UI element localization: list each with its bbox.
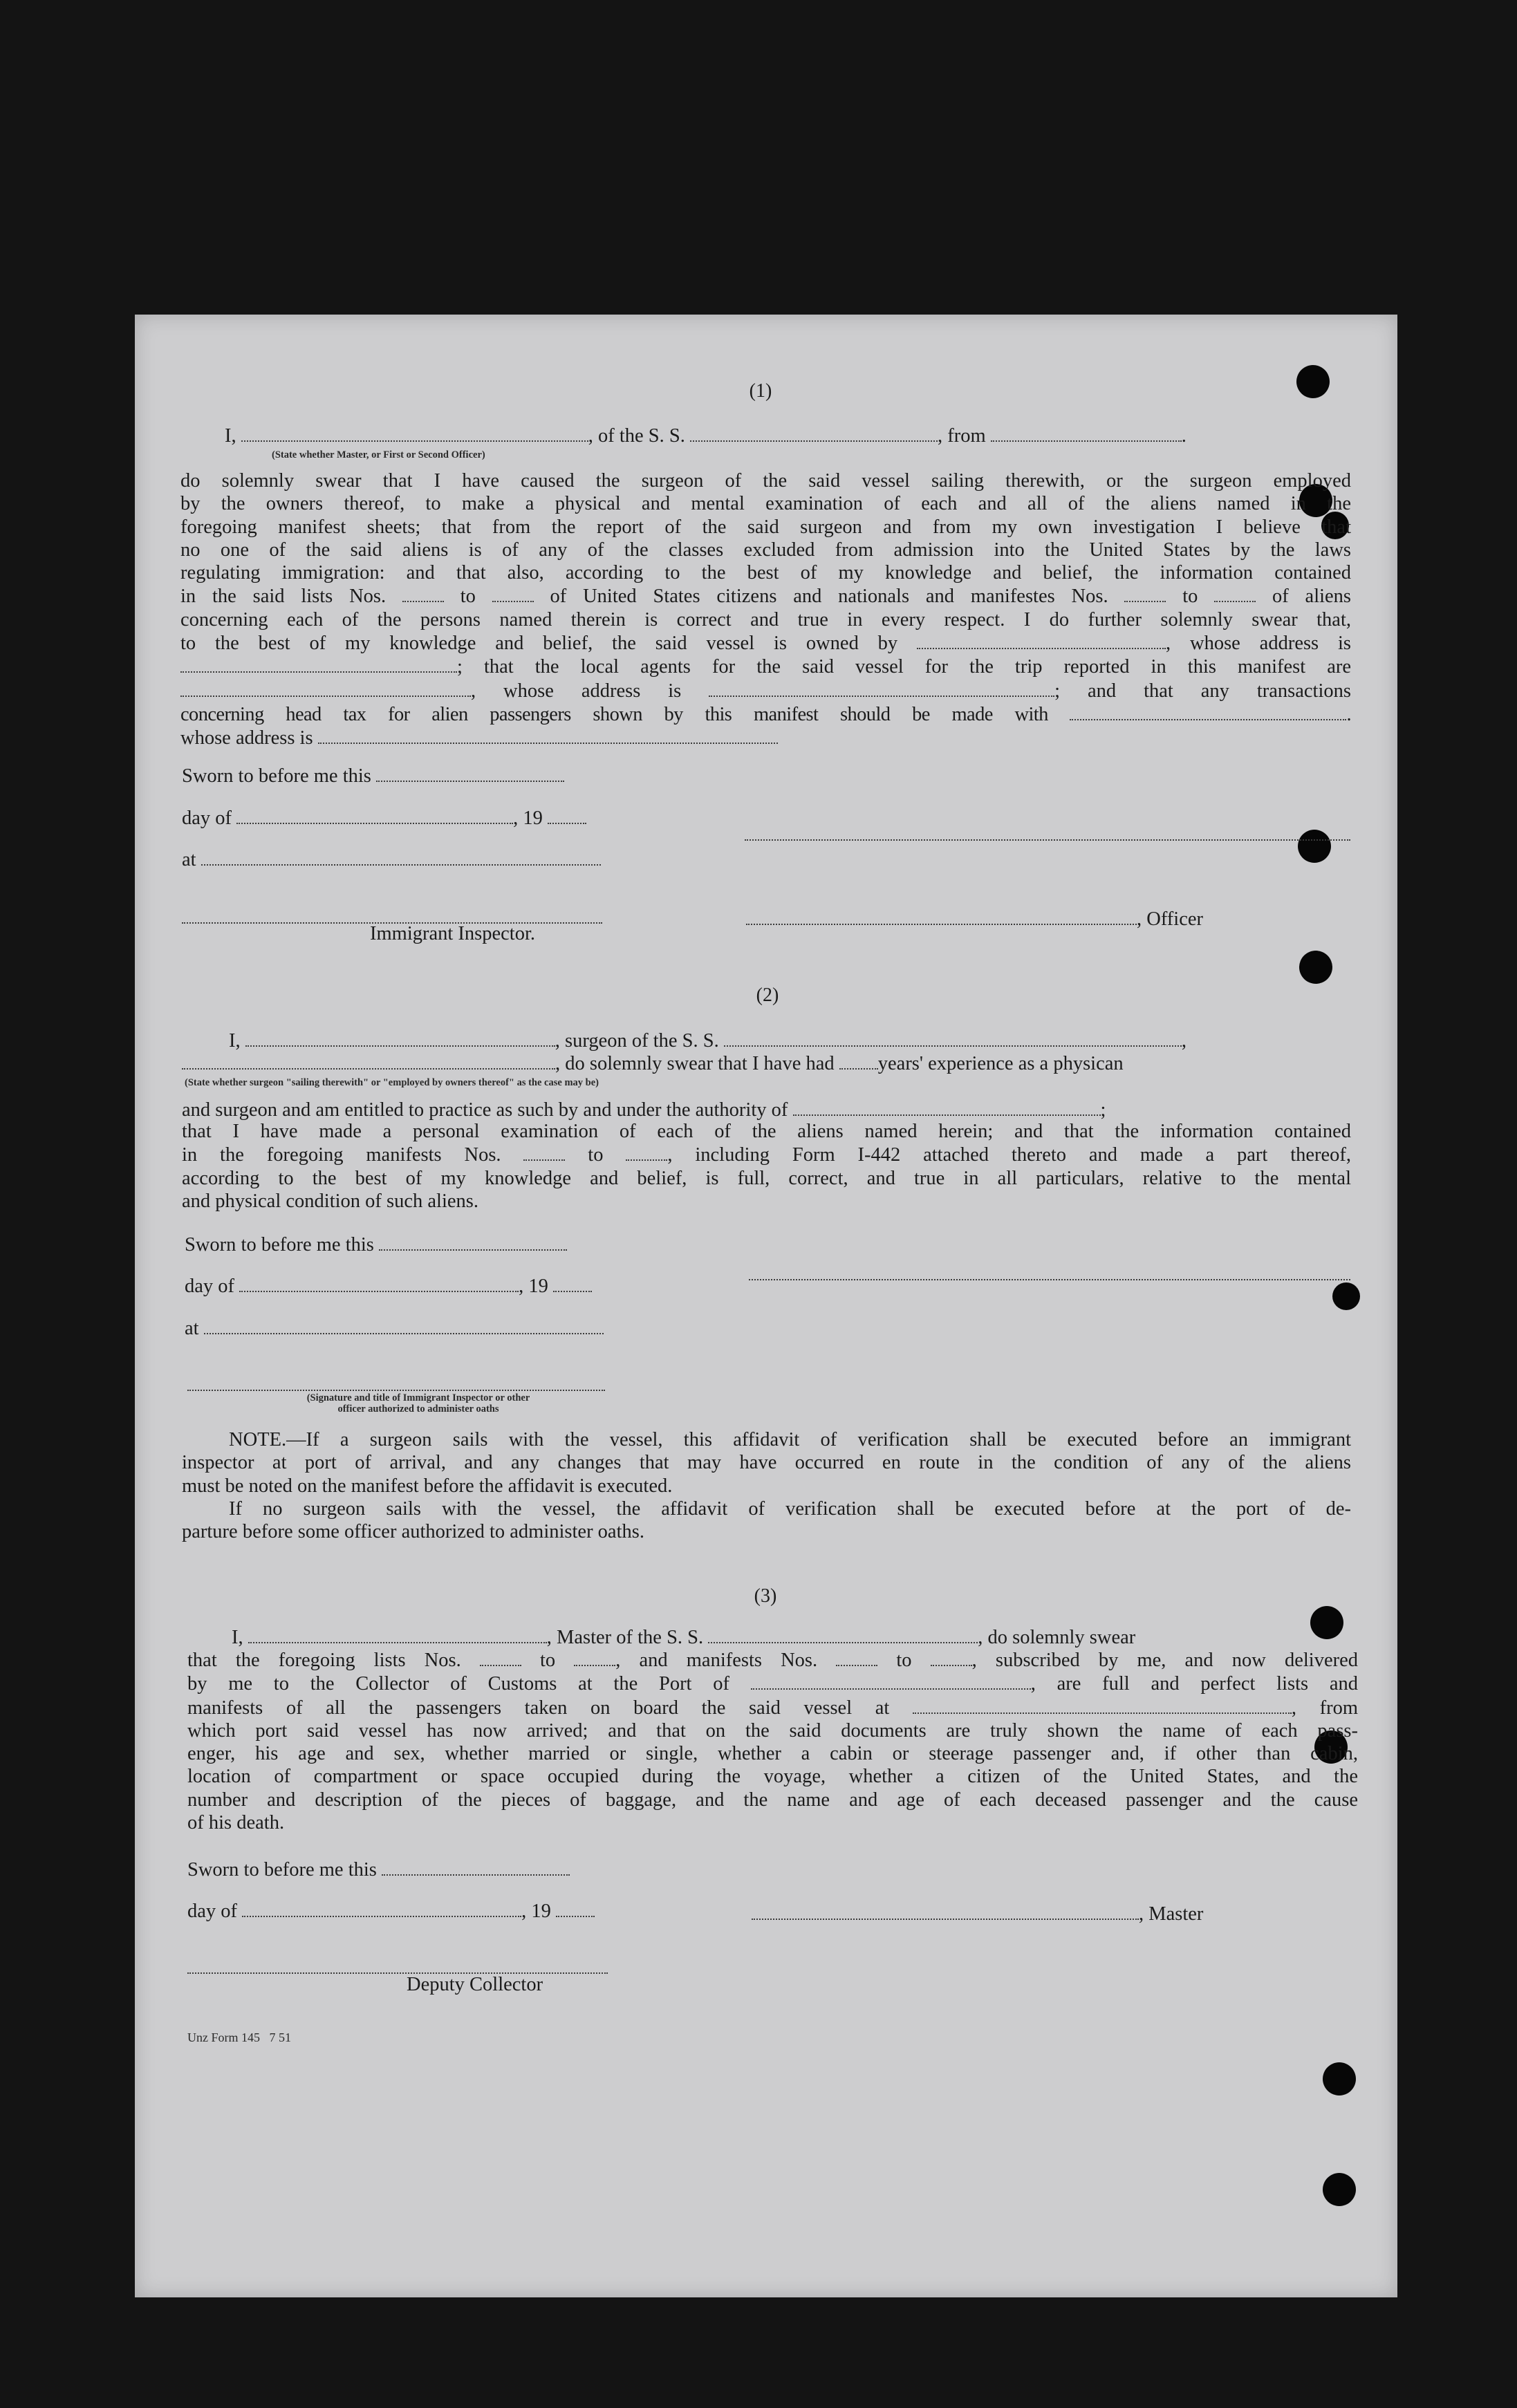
section-2-body	[182, 1120, 1351, 1213]
deputy-collector-title: Deputy Collector	[407, 1974, 543, 1995]
label-i: I,	[232, 1627, 243, 1648]
body-line: according to the best of my knowledge and belief, is full, correct, and true in all particulars, relative to the mental	[182, 1167, 1351, 1189]
label-including: , including Form I-442 attached thereto and made a part thereof,	[667, 1144, 1352, 1166]
label-master: , Master	[1139, 1903, 1204, 1925]
body-line: enger, his age and sex, whether married or single, whether a cabin or steerage passenger and, if other than cabin,	[187, 1743, 1358, 1765]
administering-officer-signature-line[interactable]	[187, 1388, 605, 1391]
year-field[interactable]	[548, 806, 586, 824]
label-foregoing: in the foregoing manifests Nos.	[182, 1144, 501, 1166]
label-year: , 19	[513, 808, 543, 829]
label-authority: and surgeon and am entitled to practice as such by and under the authority of	[182, 1099, 788, 1121]
place-field[interactable]	[201, 848, 601, 866]
label-collector: by me to the Collector of Customs at the Port of	[187, 1673, 729, 1695]
lists-line	[180, 584, 1351, 608]
signature-line[interactable]	[745, 838, 1350, 841]
body-line: of his death.	[187, 1812, 285, 1834]
manifest-to-field[interactable]	[931, 1648, 972, 1666]
period: .	[1181, 425, 1186, 447]
body-line: concerning each of the persons named therein is correct and true in every respect. I do further solemnly swear that,	[180, 608, 1351, 631]
surgeon-line	[229, 1029, 1186, 1053]
form-number: Unz Form 145 7 51	[187, 2031, 291, 2044]
list-from-field[interactable]	[402, 584, 444, 602]
list-to-field[interactable]	[574, 1648, 615, 1666]
label-whose-address: , whose address is	[1166, 633, 1352, 655]
label-manifests: , and manifests Nos.	[615, 1650, 818, 1671]
authority-field[interactable]	[793, 1098, 1101, 1116]
note-line: If no surgeon sails with the vessel, the affidavit of verification shall be executed before at the port of de-	[229, 1497, 1351, 1520]
officer-name-field[interactable]	[241, 424, 588, 442]
label-day-of: day of	[185, 1276, 235, 1297]
section-2-heading: (2)	[756, 984, 779, 1006]
label-day-of: day of	[187, 1901, 238, 1922]
list-to-field[interactable]	[492, 584, 534, 602]
swear-line	[182, 1052, 1124, 1076]
label-officer: , Officer	[1137, 908, 1204, 930]
sworn-line-3	[187, 1858, 570, 1882]
signature-caption	[232, 1392, 605, 1415]
years-field[interactable]	[839, 1052, 878, 1070]
label-transactions: ; and that any transactions	[1054, 680, 1351, 702]
signature-caption-line: (Signature and title of Immigrant Inspector or other	[306, 1392, 530, 1403]
section-3-heading: (3)	[754, 1585, 777, 1607]
label-head-tax: concerning head tax for alien passengers shown by this manifest should be made with	[180, 703, 1048, 725]
lists-line	[187, 1648, 1358, 1672]
section-1-body	[180, 469, 1351, 750]
section-3-body	[187, 1648, 1358, 1834]
at-line-1	[182, 848, 601, 872]
year-field[interactable]	[553, 1274, 592, 1292]
label-swear: , do solemnly swear that I have had	[555, 1053, 835, 1074]
vessel-name-field[interactable]	[690, 424, 938, 442]
body-line: number and description of the pieces of baggage, and the name and age of each deceased passenger and the cause	[187, 1789, 1358, 1811]
label-owned-by: to the best of my knowledge and belief, the said vessel is owned by	[180, 633, 898, 655]
place-field[interactable]	[204, 1316, 604, 1334]
master-signature-line	[752, 1902, 1203, 1926]
label-do-swear: , do solemnly swear	[978, 1627, 1136, 1648]
label-i: I,	[229, 1030, 241, 1052]
body-line: regulating immigration: and that also, according to the best of my knowledge and belief, the information contained	[180, 562, 1351, 584]
comma: ,	[1181, 1030, 1186, 1052]
month-field[interactable]	[242, 1899, 521, 1917]
body-line: that I have made a personal examination of each of the aliens named herein; and that the information contained	[182, 1121, 1351, 1142]
surgeon-signature-line[interactable]	[749, 1278, 1350, 1280]
year-field[interactable]	[556, 1899, 595, 1917]
manifest-to-field[interactable]	[1214, 584, 1256, 602]
master-name-field[interactable]	[248, 1625, 547, 1643]
punch-hole	[1298, 830, 1331, 863]
list-from-field[interactable]	[480, 1648, 521, 1666]
punch-hole	[1296, 365, 1330, 398]
note-line: must be noted on the manifest before the affidavit is executed.	[182, 1475, 673, 1497]
vessel-name-field[interactable]	[724, 1029, 1182, 1047]
officer-signature-field[interactable]	[746, 907, 1137, 925]
surgeon-status-field[interactable]	[182, 1052, 555, 1070]
officer-caption: (State whether Master, or First or Second Officer)	[272, 449, 485, 460]
label-subscribed: , subscribed by me, and now delivered	[971, 1650, 1358, 1671]
head-tax-line	[180, 702, 1351, 726]
label-to: to	[588, 1144, 604, 1166]
label-whose-address: whose address is	[180, 727, 313, 749]
master-line	[232, 1625, 1135, 1650]
day-line-1	[182, 806, 586, 830]
body-line: no one of the said aliens is of any of the classes excluded from admission into the United States by the laws	[180, 539, 1351, 561]
label-citizens: of United States citizens and nationals and manifestes Nos.	[550, 586, 1108, 608]
label-from: , from	[938, 425, 986, 447]
label-lists-in: in the said lists Nos.	[180, 586, 387, 608]
owner-field[interactable]	[917, 631, 1166, 649]
label-agents: ; that the local agents for the said vessel for the trip reported in this manifest are	[457, 656, 1351, 678]
surgeon-caption: (State whether surgeon "sailing therewith" or "employed by owners thereof" as the case may be)	[185, 1077, 599, 1088]
label-day-of: day of	[182, 808, 232, 829]
label-lists: that the foregoing lists Nos.	[187, 1650, 461, 1671]
sworn-date-field[interactable]	[376, 764, 564, 782]
agents-address-line	[180, 679, 1351, 702]
label-sworn: Sworn to before me this	[187, 1859, 377, 1880]
at-line-2	[185, 1316, 604, 1341]
month-field[interactable]	[239, 1274, 519, 1292]
manifest-from-field[interactable]	[523, 1143, 565, 1161]
note-line: inspector at port of arrival, and any changes that may have occurred en route in the condition of any of the aliens	[182, 1452, 1351, 1474]
section-1-heading: (1)	[749, 380, 772, 402]
punch-hole	[1323, 2062, 1356, 2096]
sworn-line-1	[182, 764, 564, 788]
head-tax-contact-field[interactable]	[1070, 702, 1346, 720]
signature-caption-line: officer authorized to administer oaths	[337, 1403, 499, 1415]
embarkation-port-field[interactable]	[913, 1696, 1292, 1714]
authority-line	[182, 1098, 1106, 1122]
punch-hole	[1332, 1282, 1360, 1310]
label-year: , 19	[519, 1276, 548, 1297]
label-of-aliens: of aliens	[1272, 586, 1352, 608]
manifest-to-field[interactable]	[626, 1143, 667, 1161]
label-from: , from	[1291, 1697, 1358, 1719]
label-whose-address: , whose address is	[471, 680, 682, 702]
officer-signature-line	[746, 907, 1203, 931]
label-to: to	[460, 586, 476, 608]
label-full: , are full and perfect lists and	[1030, 1673, 1359, 1695]
label-to: to	[539, 1650, 556, 1671]
label-sworn: Sworn to before me this	[182, 765, 371, 787]
officer-line	[225, 424, 1186, 448]
body-line: and physical condition of such aliens.	[182, 1190, 478, 1212]
sworn-date-field[interactable]	[382, 1858, 570, 1876]
manifest-from-field[interactable]	[1124, 584, 1166, 602]
label-at: at	[185, 1318, 199, 1339]
label-taken: manifests of all the passengers taken on board the said vessel at	[187, 1697, 890, 1719]
collector-signature-line[interactable]	[187, 1971, 608, 1974]
collector-line	[187, 1672, 1358, 1695]
departure-port-field[interactable]	[991, 424, 1182, 442]
master-signature-field[interactable]	[752, 1902, 1139, 1920]
period: .	[1346, 703, 1351, 725]
taken-line	[187, 1696, 1358, 1719]
body-line: which port said vessel has now arrived; and that on the said documents are truly shown the name of each pass-	[187, 1719, 1358, 1742]
punch-hole	[1310, 1606, 1343, 1639]
label-surgeon-of: , surgeon of the S. S.	[555, 1030, 719, 1052]
agents-field[interactable]	[180, 679, 471, 697]
note-line: NOTE.—If a surgeon sails with the vessel, this affidavit of verification shall be executed before an immigrant	[229, 1429, 1351, 1450]
surgeon-name-field[interactable]	[245, 1029, 555, 1047]
manifest-from-field[interactable]	[836, 1648, 877, 1666]
head-tax-address-field[interactable]	[318, 726, 778, 744]
punch-hole	[1323, 2173, 1356, 2206]
label-of-ss: , of the S. S.	[588, 425, 685, 447]
vessel-name-field[interactable]	[708, 1625, 978, 1643]
manifests-line	[182, 1143, 1351, 1166]
manifest-affidavit-page	[135, 315, 1397, 2297]
label-year: , 19	[521, 1901, 551, 1922]
label-years: years' experience as a physican	[877, 1053, 1124, 1074]
body-line: by the owners thereof, to make a physical and mental examination of each and all of the aliens named in the	[180, 493, 1351, 515]
body-line: location of compartment or space occupied during the voyage, whether a citizen of the United States, and the	[187, 1766, 1358, 1788]
sworn-line-2	[185, 1233, 567, 1257]
punch-hole	[1299, 951, 1332, 984]
label-i: I,	[225, 425, 236, 447]
sworn-date-field[interactable]	[379, 1233, 567, 1251]
body-line: do solemnly swear that I have caused the surgeon of the said vessel sailing therewith, or the surgeon employed	[180, 470, 1351, 492]
body-line: foregoing manifest sheets; that from the report of the said surgeon and from my own investigation I believe that	[180, 516, 1351, 538]
month-field[interactable]	[236, 806, 513, 824]
label-to: to	[896, 1650, 912, 1671]
semicolon: ;	[1100, 1099, 1106, 1121]
owner-address-field[interactable]	[180, 655, 457, 673]
agents-line	[180, 655, 1351, 678]
label-master-of: , Master of the S. S.	[546, 1627, 704, 1648]
owned-line	[180, 631, 1351, 655]
label-sworn: Sworn to before me this	[185, 1234, 374, 1256]
note-line: parture before some officer authorized to administer oaths.	[182, 1521, 644, 1543]
note-block	[182, 1428, 1351, 1543]
inspector-title: Immigrant Inspector.	[370, 923, 536, 944]
agents-address-field[interactable]	[709, 679, 1054, 697]
port-field[interactable]	[751, 1672, 1031, 1690]
label-to: to	[1182, 586, 1198, 608]
day-line-2	[185, 1274, 592, 1298]
label-at: at	[182, 849, 196, 870]
day-line-3	[187, 1899, 595, 1923]
head-tax-address-line	[180, 726, 1351, 749]
